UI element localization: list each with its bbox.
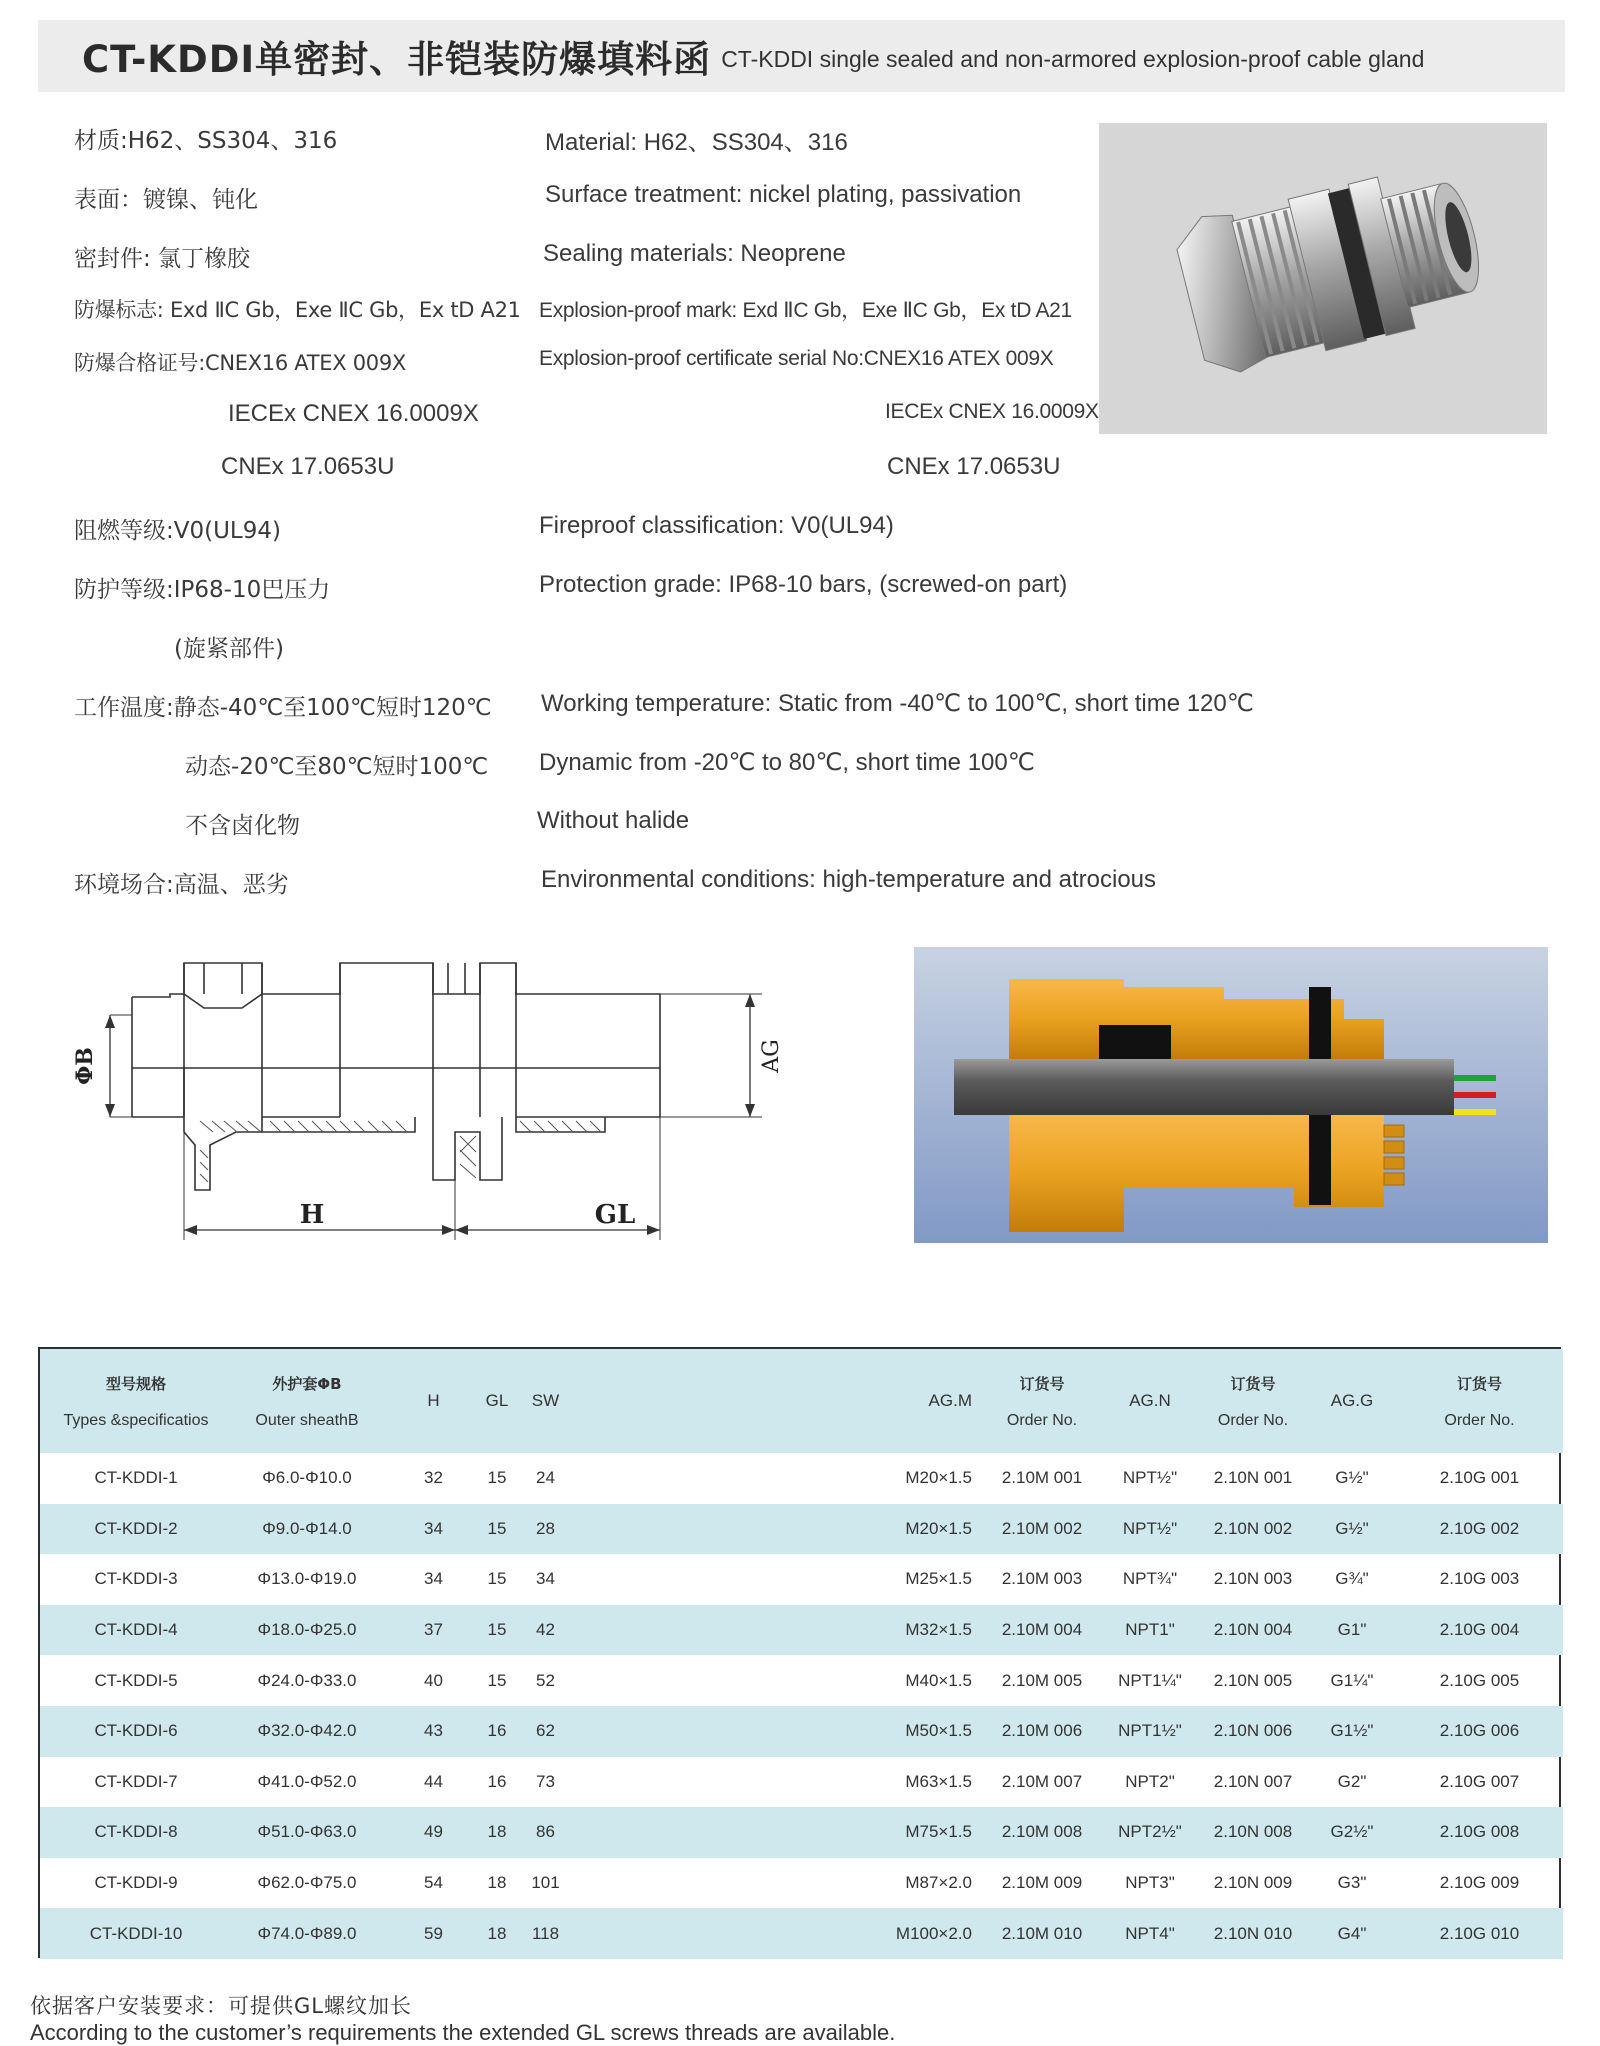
cell-ag-g: G2" [1337,1771,1367,1791]
cell-sheath: Φ62.0-Φ75.0 [257,1873,357,1893]
spec-surface-zh: 表面：镀镍、钝化 [74,187,258,213]
cell-sheath: Φ6.0-Φ10.0 [262,1468,352,1488]
cell-sw: 34 [536,1569,555,1589]
cell-order-n: 2.10N 002 [1213,1518,1293,1538]
cell-gl: 15 [487,1518,507,1538]
cell-sheath: Φ18.0-Φ25.0 [257,1620,357,1640]
dim-label-phi-b: ΦB [72,1047,98,1085]
cell-sw: 86 [536,1822,555,1842]
cell-sheath: Φ74.0-Φ89.0 [257,1923,357,1943]
cell-h: 54 [424,1873,443,1893]
cell-order-g: 2.10G 009 [1439,1873,1520,1893]
spec-cert-zh: 防爆合格证号:CNEX16 ATEX 009X [74,351,406,375]
cell-ag-g: G½" [1335,1518,1369,1538]
cell-order-m: 2.10M 003 [1001,1569,1083,1589]
cell-ag-m: M63×1.5 [905,1771,972,1791]
cell-order-m: 2.10M 007 [1001,1771,1083,1791]
cell-gl: 15 [487,1620,507,1640]
cell-h: 44 [424,1771,443,1791]
cell-h: 32 [424,1468,443,1488]
cutaway-illustration [914,947,1548,1243]
cell-sheath: Φ32.0-Φ42.0 [257,1721,357,1741]
header-agn: AG.N [1129,1391,1171,1410]
cell-order-g: 2.10G 010 [1439,1923,1520,1943]
cell-order-n: 2.10N 003 [1213,1569,1293,1589]
cell-ag-n: NPT2" [1125,1771,1175,1791]
table-row [40,1453,1563,1504]
cell-ag-g: G¾" [1335,1569,1369,1589]
cell-ag-n: NPT4" [1125,1923,1175,1943]
cell-ag-g: G½" [1335,1468,1369,1488]
cell-type: CT-KDDI-10 [89,1923,183,1943]
spec-temp2-zh: 动态-20℃至80℃短时100℃ [185,754,489,780]
spec-fire-en: Fireproof classification: V0(UL94) [539,512,894,539]
spec-halide-en: Without halide [537,807,690,834]
specifications-table [38,1347,1561,1958]
spec-env-zh: 环境场合:高温、恶劣 [74,872,289,898]
cell-ag-g: G1¼" [1330,1670,1374,1690]
cell-ag-m: M20×1.5 [905,1468,972,1488]
cell-order-m: 2.10M 004 [1001,1620,1083,1640]
header-order-g: 订货号 Order No. [1444,1374,1515,1429]
table-row [40,1858,1563,1909]
cell-ag-n: NPT1½" [1118,1721,1182,1741]
cell-gl: 15 [487,1468,507,1488]
dim-label-gl: GL [594,1200,636,1230]
cell-sw: 52 [536,1670,555,1690]
cell-order-n: 2.10N 005 [1213,1670,1293,1690]
header-agg: AG.G [1330,1391,1374,1410]
spec-sealing-zh: 密封件: 氯丁橡胶 [74,246,251,272]
cell-ag-g: G2½" [1330,1822,1374,1842]
cell-order-g: 2.10G 001 [1439,1468,1520,1488]
cell-ag-n: NPT1¼" [1118,1670,1182,1690]
cell-type: CT-KDDI-1 [94,1468,178,1488]
cell-sw: 101 [531,1873,560,1893]
cell-h: 49 [424,1822,443,1842]
cell-order-m: 2.10M 002 [1001,1518,1083,1538]
spec-protect-en: Protection grade: IP68-10 bars, (screwed-on part) [539,571,1068,598]
spec-cert-en: Explosion-proof certificate serial No:CNEX16 ATEX 009X [539,347,1054,370]
spec-cert3-zh: CNEx 17.0653U [221,453,395,480]
spec-material-zh: 材质:H62、SS304、316 [74,128,338,154]
spec-mark-zh: 防爆标志: Exd ⅡC Gb，Exe ⅡC Gb，Ex tD A21 [74,298,521,322]
cell-order-m: 2.10M 006 [1001,1721,1083,1741]
cell-type: CT-KDDI-7 [94,1771,178,1791]
cell-ag-n: NPT½" [1122,1518,1178,1538]
cell-sheath: Φ13.0-Φ19.0 [257,1569,357,1589]
cell-gl: 18 [487,1923,507,1943]
spec-mark-en: Explosion-proof mark: Exd ⅡC Gb，Exe ⅡC Gb，Ex tD A21 [539,299,1072,322]
title-english: CT-KDDI single sealed and non-armored explosion-proof cable gland [721,45,1425,72]
cell-order-n: 2.10N 008 [1213,1822,1293,1842]
cell-ag-n: NPT3" [1125,1873,1175,1893]
cell-order-n: 2.10N 007 [1213,1771,1293,1791]
cell-gl: 15 [487,1670,507,1690]
spec-temp-zh: 工作温度:静态-40℃至100℃短时120℃ [74,695,492,721]
table-row [40,1807,1563,1858]
cell-type: CT-KDDI-6 [94,1721,178,1741]
cell-order-m: 2.10M 010 [1001,1923,1083,1943]
cell-order-g: 2.10G 003 [1439,1569,1520,1589]
cell-type: CT-KDDI-5 [94,1670,178,1690]
cell-ag-n: NPT2½" [1118,1822,1182,1842]
header-order-n: 订货号 Order No. [1217,1374,1289,1429]
cell-ag-m: M25×1.5 [905,1569,972,1589]
cell-gl: 16 [487,1721,507,1741]
cell-order-n: 2.10N 010 [1213,1923,1293,1943]
footnote-english: According to the customer’s requirements the extended GL screws threads are available. [30,2020,896,2045]
cell-type: CT-KDDI-3 [94,1569,178,1589]
cell-h: 40 [424,1670,443,1690]
title-bar [38,20,1565,92]
cell-ag-m: M20×1.5 [905,1518,972,1538]
spec-protect-zh: 防护等级:IP68-10巴压力 [74,577,331,603]
table-row [40,1605,1563,1656]
cable-gland-photo-icon [1099,123,1547,434]
cell-h: 34 [424,1569,443,1589]
footnote-chinese: 依据客户安装要求：可提供GL螺纹加长 [30,1994,412,2018]
cell-ag-m: M75×1.5 [905,1822,972,1842]
cell-ag-g: G4" [1337,1923,1367,1943]
spec-protect2-zh: (旋紧部件) [174,636,284,662]
header-order-m: 订货号 Order No. [1006,1374,1078,1429]
cell-ag-n: NPT½" [1122,1468,1178,1488]
cell-ag-g: G3" [1337,1873,1367,1893]
spec-sealing-en: Sealing materials: Neoprene [543,240,846,267]
cell-type: CT-KDDI-8 [94,1822,178,1842]
header-type: 型号规格 Types &specificatios [63,1374,209,1429]
cell-sw: 73 [536,1771,555,1791]
cell-order-m: 2.10M 005 [1001,1670,1083,1690]
table-body [40,1453,1563,1959]
dim-label-h: H [299,1200,325,1230]
cell-gl: 16 [487,1771,507,1791]
spec-material-en: Material: H62、SS304、316 [545,129,848,156]
table-header-row [40,1349,1563,1453]
table-row [40,1554,1563,1605]
header-gl: GL [485,1391,509,1410]
spec-surface-en: Surface treatment: nickel plating, passivation [545,181,1022,208]
cell-sheath: Φ9.0-Φ14.0 [262,1518,352,1538]
table-row [40,1504,1563,1555]
cell-order-m: 2.10M 009 [1001,1873,1083,1893]
cell-type: CT-KDDI-4 [94,1620,178,1640]
spec-fire-zh: 阻燃等级:V0(UL94) [74,518,281,544]
cell-order-n: 2.10N 006 [1213,1721,1293,1741]
spec-cert2-zh: IECEx CNEX 16.0009X [228,400,479,427]
cell-sheath: Φ41.0-Φ52.0 [257,1771,357,1791]
cell-ag-m: M40×1.5 [905,1670,972,1690]
product-photo [1099,123,1547,434]
cell-sw: 118 [531,1923,560,1943]
cell-order-n: 2.10N 009 [1213,1873,1293,1893]
cell-ag-g: G1" [1337,1620,1367,1640]
cell-sw: 28 [536,1518,555,1538]
cell-h: 37 [424,1620,443,1640]
spec-halide-zh: 不含卤化物 [185,813,300,839]
table-row [40,1706,1563,1757]
cell-sw: 24 [536,1468,555,1488]
cell-h: 59 [424,1923,443,1943]
cell-order-n: 2.10N 001 [1213,1468,1293,1488]
table-row [40,1908,1563,1959]
spec-cert3-en: CNEx 17.0653U [887,453,1061,480]
cell-ag-g: G1½" [1330,1721,1374,1741]
cell-h: 34 [424,1518,443,1538]
spec-env-en: Environmental conditions: high-temperature and atrocious [541,866,1157,893]
cell-order-g: 2.10G 006 [1439,1721,1520,1741]
cell-ag-n: NPT1" [1125,1620,1175,1640]
cell-ag-n: NPT¾" [1122,1569,1178,1589]
cell-type: CT-KDDI-9 [94,1873,178,1893]
table-row [40,1757,1563,1808]
cell-ag-m: M100×2.0 [895,1923,972,1943]
cell-sw: 62 [536,1721,555,1741]
cell-order-n: 2.10N 004 [1213,1620,1293,1640]
cell-ag-m: M87×2.0 [905,1873,972,1893]
spec-cert2-en: IECEx CNEX 16.0009X [885,400,1099,423]
cell-sheath: Φ51.0-Φ63.0 [257,1822,357,1842]
header-sheath: 外护套ΦB Outer sheathB [255,1374,359,1429]
cell-order-m: 2.10M 008 [1001,1822,1083,1842]
cell-gl: 15 [487,1569,507,1589]
table-row [40,1655,1563,1706]
header-h: H [427,1391,440,1410]
cell-order-g: 2.10G 002 [1439,1518,1520,1538]
dim-label-ag: AG [759,1039,784,1073]
technical-drawing [50,940,890,1245]
header-sw: SW [531,1391,560,1410]
cell-gl: 18 [487,1822,507,1842]
cell-order-g: 2.10G 005 [1439,1670,1520,1690]
cell-order-g: 2.10G 008 [1439,1822,1520,1842]
spec-temp-en: Working temperature: Static from -40℃ to 100℃, short time 120℃ [541,690,1254,717]
cell-type: CT-KDDI-2 [94,1518,178,1538]
spec-temp2-en: Dynamic from -20℃ to 80℃, short time 100℃ [539,749,1035,776]
cell-sheath: Φ24.0-Φ33.0 [257,1670,357,1690]
header-agm: AG.M [928,1391,972,1410]
cell-gl: 18 [487,1873,507,1893]
cell-ag-m: M32×1.5 [905,1620,972,1640]
cell-h: 43 [424,1721,443,1741]
title-chinese: CT-KDDI单密封、非铠装防爆填料函 [82,38,712,81]
cell-ag-m: M50×1.5 [905,1721,972,1741]
cell-sw: 42 [536,1620,555,1640]
cell-order-g: 2.10G 004 [1439,1620,1520,1640]
cell-order-g: 2.10G 007 [1439,1771,1520,1791]
cell-order-m: 2.10M 001 [1001,1468,1083,1488]
